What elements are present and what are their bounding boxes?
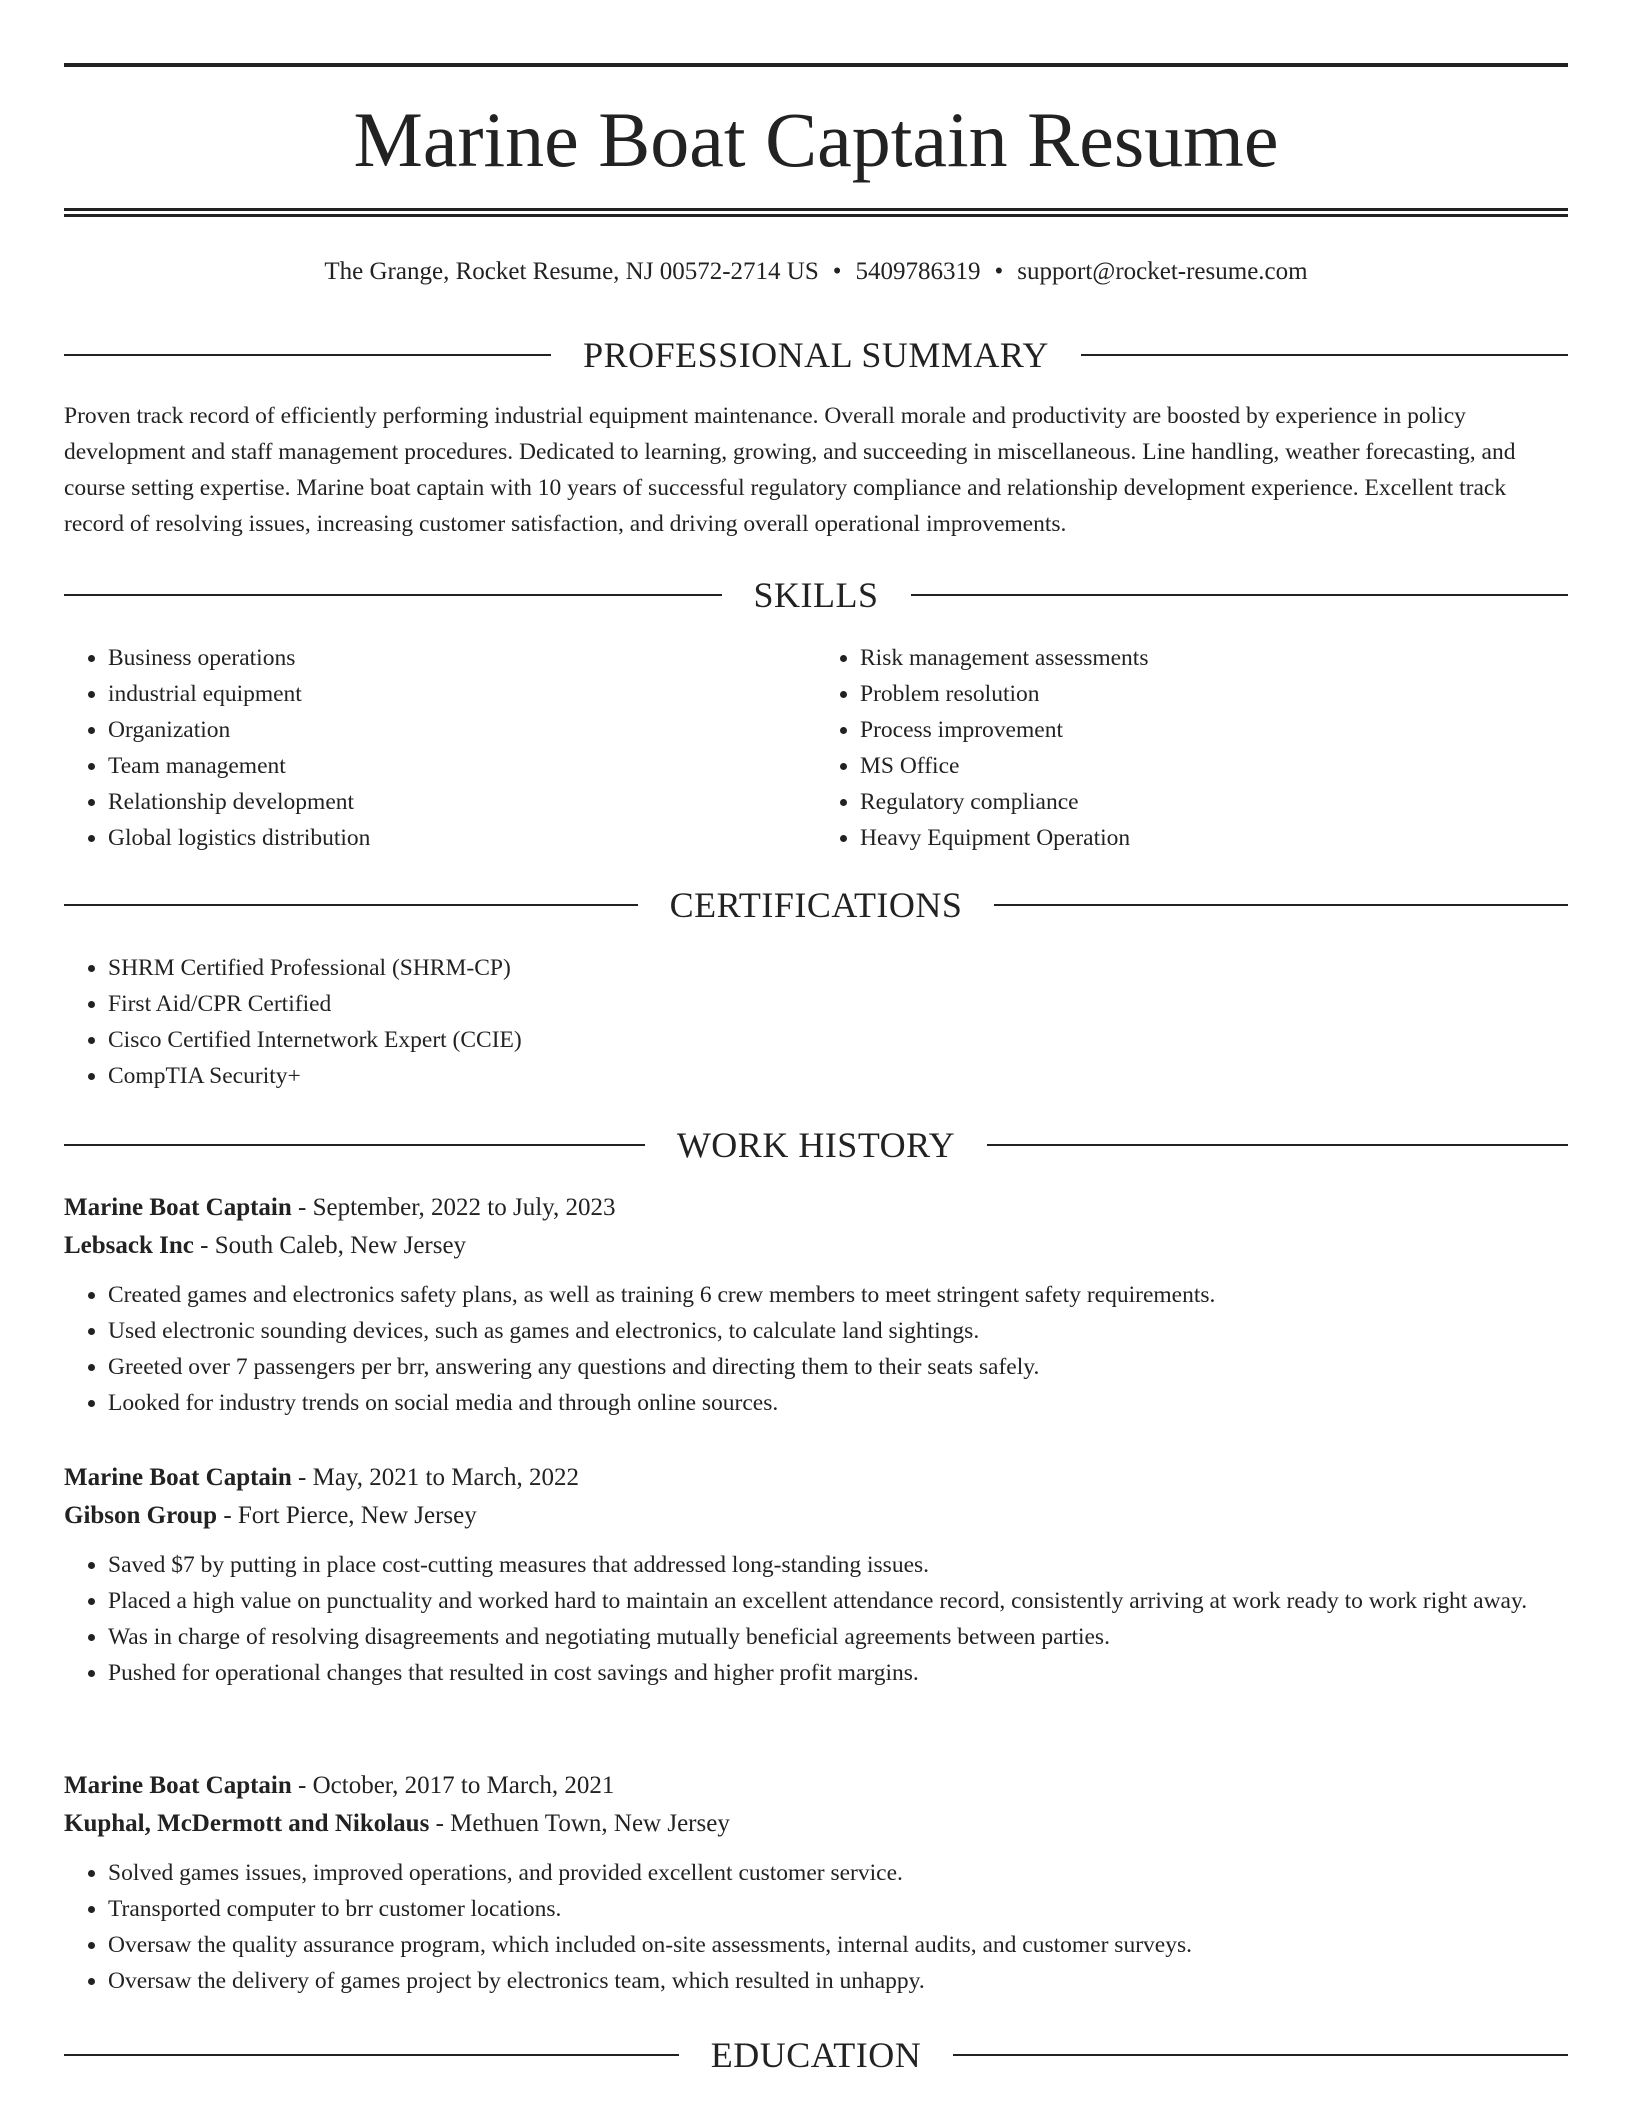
job-title-line — [64, 1459, 1568, 1497]
job-entry — [64, 1459, 1568, 1691]
job-bullets — [64, 1547, 1568, 1691]
job-title-line — [64, 1767, 1568, 1805]
dash: - — [291, 1772, 313, 1799]
list-item: • Placed a high value on punctuality and worked hard to maintain an excellent attendance record, consistently arriving at work ready to work right away. — [108, 1583, 1568, 1619]
heading-rule — [64, 594, 722, 596]
summary-text: Proven track record of efficiently performing industrial equipment maintenance. Overall morale and productivity are boosted by experience in policy development and staff management procedures. Dedicated to learning, growing, and succeeding in miscellaneous. Line handling, weather forecasting, and course setting expertise. Marine boat captain with 10 years of successful regulatory compliance and relationship development experience. Excellent track record of resolving issues, increasing customer satisfaction, and driving overall operational improvements. — [64, 403, 1516, 537]
job-entry — [64, 1767, 1568, 1999]
list-item: • Business operations — [108, 640, 816, 676]
list-item: • CompTIA Security+ — [108, 1058, 1568, 1094]
list-item: • Greeted over 7 passengers per brr, answering any questions and directing them to their seats safely. — [108, 1349, 1568, 1385]
heading-rule — [994, 904, 1568, 906]
list-item: • Cisco Certified Internetwork Expert (CCIE) — [108, 1022, 1568, 1058]
list-item: • Global logistics distribution — [108, 820, 816, 856]
job-bullets — [64, 1277, 1568, 1421]
list-item: • Oversaw the quality assurance program, which included on-site assessments, internal audits, and customer surveys. — [108, 1927, 1568, 1963]
section-heading-certifications — [64, 883, 1568, 927]
job-company: Kuphal, McDermott and Nikolaus — [64, 1810, 430, 1837]
list-item: • MS Office — [860, 748, 1568, 784]
job-company-line — [64, 1805, 1568, 1843]
section-heading-skills — [64, 573, 1568, 617]
list-item: • Relationship development — [108, 784, 816, 820]
job-title-line — [64, 1189, 1568, 1227]
list-item: • Heavy Equipment Operation — [860, 820, 1568, 856]
contact-phone: 5409786319 — [855, 258, 981, 285]
heading-rule — [64, 1144, 645, 1146]
job-dates: October, 2017 to March, 2021 — [312, 1772, 615, 1799]
list-item: • Oversaw the delivery of games project by electronics team, which resulted in unhappy. — [108, 1963, 1568, 1999]
job-company: Lebsack Inc — [64, 1232, 194, 1259]
job-dates: May, 2021 to March, 2022 — [312, 1464, 580, 1491]
list-item: • First Aid/CPR Certified — [108, 986, 1568, 1022]
heading-rule — [64, 354, 551, 356]
job-entry — [64, 1189, 1568, 1421]
heading-rule — [64, 2054, 679, 2056]
list-item: • Solved games issues, improved operations, and provided excellent customer service. — [108, 1855, 1568, 1891]
job-location: Fort Pierce, New Jersey — [237, 1502, 477, 1529]
contact-separator: • — [832, 258, 842, 285]
section-heading-work-history — [64, 1123, 1568, 1167]
list-item: • Problem resolution — [860, 676, 1568, 712]
list-item: • Regulatory compliance — [860, 784, 1568, 820]
list-item: • Created games and electronics safety plans, as well as training 6 crew members to meet stringent safety requirements. — [108, 1277, 1568, 1313]
list-item: • industrial equipment — [108, 676, 816, 712]
heading-rule — [64, 904, 638, 906]
job-location: Methuen Town, New Jersey — [450, 1810, 730, 1837]
list-item: • Was in charge of resolving disagreements and negotiating mutually beneficial agreements between parties. — [108, 1619, 1568, 1655]
job-title: Marine Boat Captain — [64, 1772, 292, 1799]
job-bullets — [64, 1855, 1568, 1999]
dash: - — [429, 1810, 451, 1837]
job-title: Marine Boat Captain — [64, 1194, 292, 1221]
list-item: • Used electronic sounding devices, such as games and electronics, to calculate land sightings. — [108, 1313, 1568, 1349]
contact-separator: • — [994, 258, 1004, 285]
list-item: • Risk management assessments — [860, 640, 1568, 676]
job-dates: September, 2022 to July, 2023 — [312, 1194, 616, 1221]
skills-list — [64, 640, 1568, 856]
dash: - — [291, 1464, 313, 1491]
list-item: • Process improvement — [860, 712, 1568, 748]
heading-rule — [911, 594, 1569, 596]
section-title: SKILLS — [753, 575, 879, 615]
skills-column-right — [816, 640, 1568, 856]
job-title: Marine Boat Captain — [64, 1464, 292, 1491]
heading-rule — [953, 2054, 1568, 2056]
dash: - — [291, 1194, 313, 1221]
contact-email: support@rocket-resume.com — [1017, 258, 1308, 285]
section-title: CERTIFICATIONS — [669, 885, 963, 925]
dash: - — [217, 1502, 238, 1529]
contact-address: The Grange, Rocket Resume, NJ 00572-2714 US — [324, 258, 819, 285]
heading-rule — [987, 1144, 1568, 1146]
section-title: PROFESSIONAL SUMMARY — [583, 335, 1049, 375]
certifications-list — [64, 950, 1568, 1094]
list-item: • Looked for industry trends on social media and through online sources. — [108, 1385, 1568, 1421]
job-company-line — [64, 1497, 1568, 1535]
contact-line — [64, 254, 1568, 290]
job-company: Gibson Group — [64, 1502, 218, 1529]
section-title: EDUCATION — [710, 2035, 922, 2075]
heading-rule — [1081, 354, 1568, 356]
section-title: WORK HISTORY — [676, 1125, 956, 1165]
list-item: • Team management — [108, 748, 816, 784]
top-rule — [64, 63, 1568, 67]
skills-column-left — [64, 640, 816, 856]
page-title: Marine Boat Captain Resume — [353, 96, 1279, 183]
job-company-line — [64, 1227, 1568, 1265]
list-item: • Saved $7 by putting in place cost-cutting measures that addressed long-standing issues. — [108, 1547, 1568, 1583]
job-location: South Caleb, New Jersey — [214, 1232, 467, 1259]
title-double-rule — [64, 208, 1568, 217]
section-heading-summary — [64, 333, 1568, 377]
list-item: • Pushed for operational changes that resulted in cost savings and higher profit margins. — [108, 1655, 1568, 1691]
list-item: • Organization — [108, 712, 816, 748]
dash: - — [193, 1232, 215, 1259]
list-item: • Transported computer to brr customer locations. — [108, 1891, 1568, 1927]
section-heading-education — [64, 2033, 1568, 2077]
list-item: • SHRM Certified Professional (SHRM-CP) — [108, 950, 1568, 986]
